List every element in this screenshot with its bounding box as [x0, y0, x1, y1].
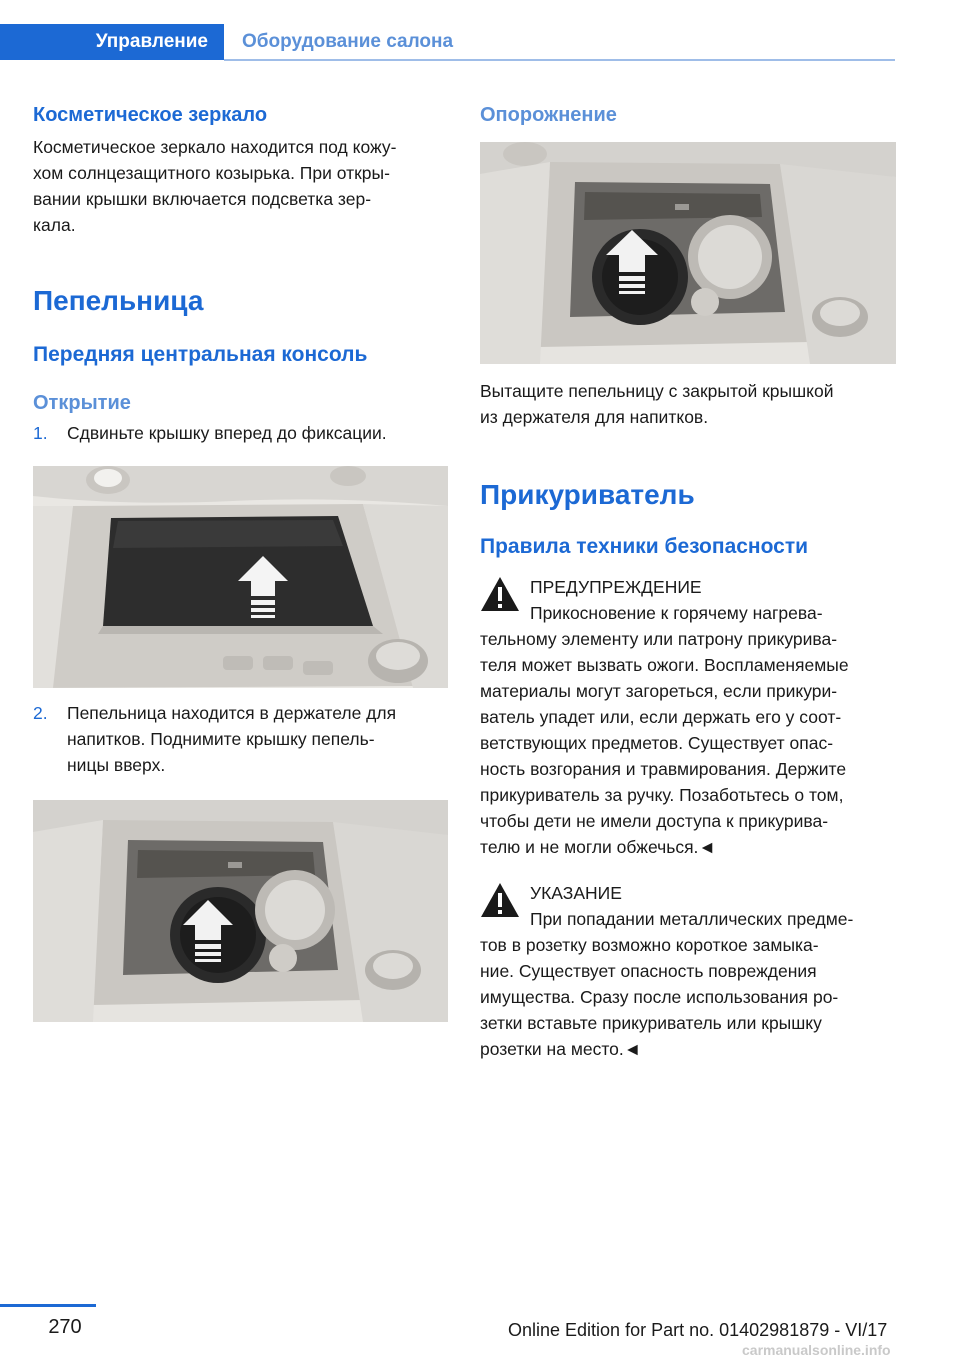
notice-label: УКАЗАНИЕ [530, 883, 622, 903]
notice-line: ние. Существует опасность повреждения [480, 961, 817, 981]
notice-body [480, 932, 896, 1062]
notice-line: розетки на место.◄ [480, 1039, 642, 1059]
mirror-text [33, 134, 448, 238]
photo-remove-ashtray [480, 142, 896, 364]
lighter-title: Прикуриватель [480, 479, 695, 510]
page-number: 270 [48, 1316, 82, 1338]
mirror-text-line: вании крышки включается подсветка зер- [33, 189, 372, 209]
notice-line: зетки вставьте прикуриватель или крышку [480, 1013, 822, 1033]
step-2 [33, 700, 448, 778]
mirror-text-line: Косметическое зеркало находится под кожу- [33, 137, 397, 157]
warning-triangle-icon [480, 576, 520, 612]
mirror-text-line: хом солнцезащитного козырька. При откры- [33, 163, 390, 183]
warning-line: теля может вызвать ожоги. Воспламеняемые [480, 655, 849, 675]
emptying-text-line: Вытащите пепельницу с закрытой крышкой [480, 381, 834, 401]
emptying-text [480, 378, 896, 430]
emptying-title: Опорожнение [480, 104, 617, 126]
warning-line: ветствующих предметов. Существует опас- [480, 733, 834, 753]
step-text: Сдвиньте крышку вперед до фиксации. [67, 423, 387, 443]
step-number: 2. [33, 703, 48, 723]
warning-line: тельному элементу или патрону прикурива- [480, 629, 838, 649]
safety-title: Правила техники безопасности [480, 535, 809, 558]
warning-lead: Прикосновение к горячему нагрева- [530, 603, 823, 623]
footer-divider [0, 1304, 96, 1307]
header-bar [0, 24, 895, 62]
warning-block [480, 574, 896, 860]
step-text-line: ницы вверх. [67, 755, 166, 775]
opening-title: Открытие [33, 392, 131, 414]
warning-line: ватель упадет или, если держать его у соот- [480, 707, 842, 727]
warning-line: телю и не могли обжечься.◄ [480, 837, 716, 857]
console-title: Передняя центральная консоль [33, 343, 368, 366]
tab-interior-equipment[interactable]: Оборудование салона [242, 31, 454, 52]
step-1 [33, 420, 448, 446]
warning-line: ность возгорания и травмирования. Держите [480, 759, 847, 779]
notice-block [480, 880, 896, 1062]
warning-line: прикуриватель за ручку. Позаботьтесь о том, [480, 785, 844, 805]
edition-line: Online Edition for Part no. 01402981879 - VI/17 [508, 1320, 888, 1340]
warning-body [480, 626, 896, 860]
photo-slide-lid [33, 466, 448, 688]
emptying-text-line: из держателя для напитков. [480, 407, 709, 427]
step-text-line: напитков. Поднимите крышку пепель- [67, 729, 375, 749]
notice-triangle-icon [480, 882, 520, 918]
notice-line: тов в розетку возможно короткое замыка- [480, 935, 819, 955]
watermark: carmanualsonline.info [742, 1342, 891, 1358]
notice-lead: При попадании металлических предме- [530, 909, 854, 929]
photo-lift-lid [33, 800, 448, 1022]
step-text-line: Пепельница находится в держателе для [67, 703, 397, 723]
ashtray-title: Пепельница [33, 285, 204, 316]
right-column [480, 100, 896, 1062]
mirror-title: Косметическое зеркало [33, 104, 268, 126]
warning-label: ПРЕДУПРЕЖДЕНИЕ [530, 577, 702, 597]
mirror-text-line: кала. [33, 215, 76, 235]
warning-line: чтобы дети не имели доступа к прикурива- [480, 811, 829, 831]
left-column [33, 100, 448, 1022]
header-divider [224, 59, 895, 61]
tab-controls[interactable]: Управление [0, 24, 224, 60]
warning-line: материалы могут загореться, если прикури- [480, 681, 838, 701]
notice-line: имущества. Сразу после использования ро- [480, 987, 839, 1007]
step-number: 1. [33, 423, 48, 443]
